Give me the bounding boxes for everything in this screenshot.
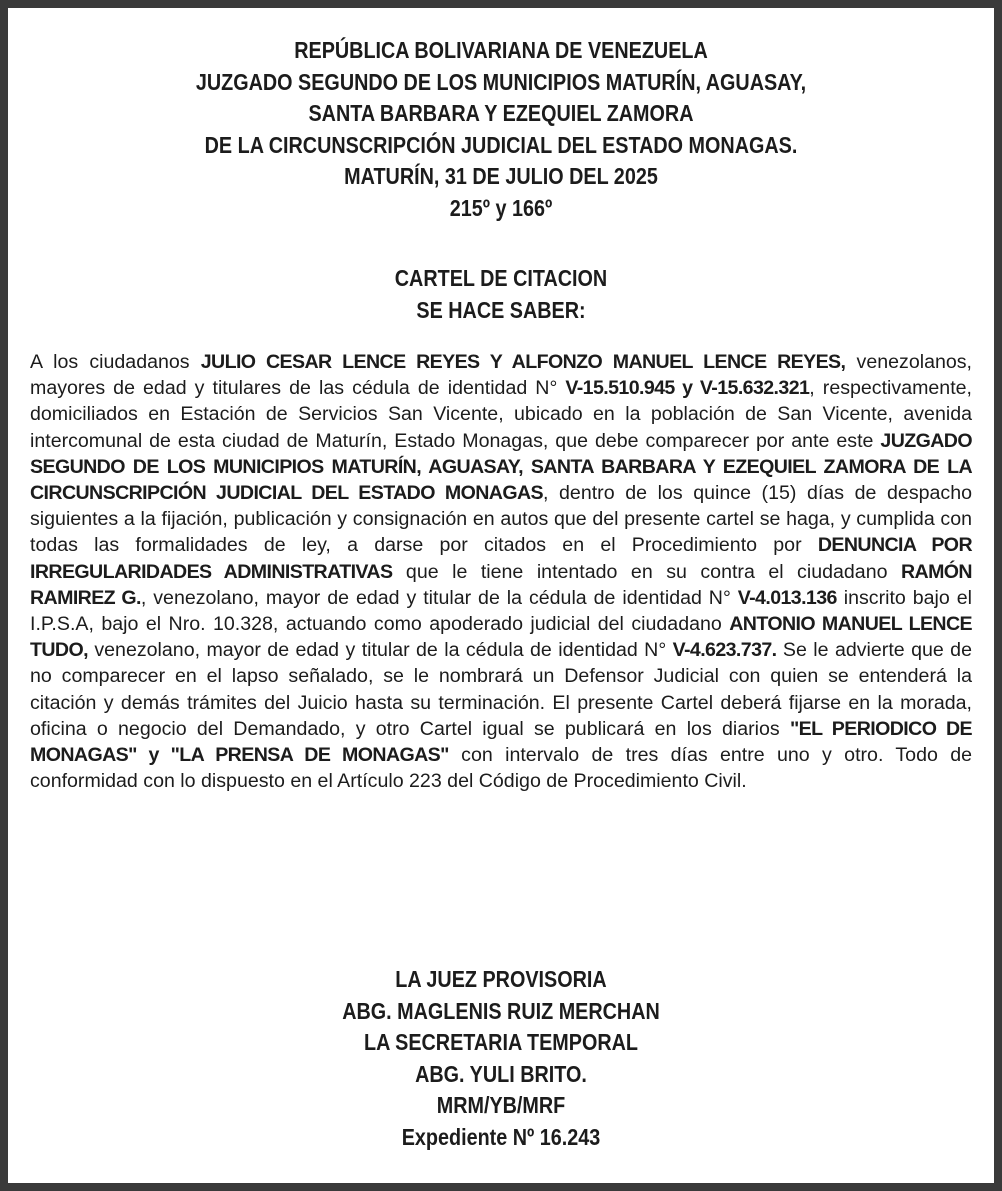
header-jurisdiction: DE LA CIRCUNSCRIPCIÓN JUDICIAL DEL ESTADO MONAGAS.: [204, 131, 798, 158]
notice-title: [77, 263, 925, 326]
body-text: venezolano, mayor de edad y titular de la cédula de identidad N°: [87, 639, 673, 662]
body-text: , venezolano, mayor de edad y titular de la cédula de identidad N°: [140, 586, 738, 609]
court-header: [77, 35, 925, 224]
title-se-hace-saber: SE HACE SABER:: [416, 296, 586, 323]
body-bold-newspapers: "EL PERIODICO DE MONAGAS" y "LA PRENSA DE MONAGAS": [30, 717, 973, 767]
body-text: venezolanos, mayores de edad y titulares de las cédula de identidad N°: [30, 351, 972, 400]
body-bold-principal-id: V-4.623.737.: [672, 639, 777, 662]
body-bold-court: JUZGADO SEGUNDO DE LOS MUNICIPIOS MATURÍN, AGUASAY, SANTA BARBARA Y EZEQUIEL ZAMORA DE LA CIRCUNSCRIPCIÓN JUDICIAL DEL ESTADO MONAGAS: [30, 429, 972, 505]
signature-secretary-title: LA SECRETARIA TEMPORAL: [364, 1029, 638, 1055]
body-text: Se le advierte que de no comparecer en el lapso señalado, se le nombrará un Defensor Judicial con quien se entenderá la citación y demás trámites del Juicio hasta su terminación. El presente Cartel deberá fijarse en la morada, oficina o negocio del Demandado, y otro Cartel igual se publicará en los diarios: [30, 639, 972, 740]
body-bold-ids: V-15.510.945 y V-15.632.321: [565, 377, 810, 400]
body-bold-principal: ANTONIO MANUEL LENCE TUDO,: [30, 613, 972, 662]
body-bold-procedure: DENUNCIA POR IRREGULARIDADES ADMINISTRATIVAS: [30, 534, 972, 583]
title-cartel: CARTEL DE CITACION: [394, 265, 608, 291]
signature-judge-name: ABG. MAGLENIS RUIZ MERCHAN: [342, 997, 660, 1024]
body-text: que le tiene intentado en su contra el ciudadano: [392, 560, 901, 583]
body-text: , dentro de los quince (15) días de despacho siguientes a la fijación, publicación y consignación en autos que del presente cartel se haga, y cumplida con todas las formalidades de ley, a darse por citados en el Procedimiento por: [30, 482, 972, 557]
signature-case-number: Expediente Nº 16.243: [401, 1123, 601, 1150]
body-bold-names: JULIO CESAR LENCE REYES Y ALFONZO MANUEL LENCE REYES,: [200, 351, 846, 373]
header-municipalities: SANTA BARBARA Y EZEQUIEL ZAMORA: [308, 100, 694, 126]
signature-judge-title: LA JUEZ PROVISORIA: [395, 966, 607, 992]
body-bold-plaintiff: RAMÓN RAMIREZ G.: [30, 560, 972, 609]
signature-block: [77, 964, 925, 1153]
header-years: 215º y 166º: [449, 194, 553, 221]
body-text: inscrito bajo el I.P.S.A, bajo el Nro. 10.328, actuando como apoderado judicial del ciudadano: [30, 586, 972, 636]
body-bold-plaintiff-id: V-4.013.136: [737, 586, 837, 609]
body-text: , respectivamente, domiciliados en Estación de Servicios San Vicente, ubicado en la población de San Vicente, avenida intercomunal de esta ciudad de Maturín, Estado Monagas, que debe comparecer por ante este: [30, 377, 972, 452]
header-date: MATURÍN, 31 DE JULIO DEL 2025: [344, 163, 658, 189]
signature-secretary-name: ABG. YULI BRITO.: [415, 1060, 587, 1087]
signature-initials: MRM/YB/MRF: [436, 1092, 566, 1118]
header-court: JUZGADO SEGUNDO DE LOS MUNICIPIOS MATURÍN, AGUASAY,: [195, 68, 807, 95]
notice-body: [30, 349, 972, 794]
header-country: REPÚBLICA BOLIVARIANA DE VENEZUELA: [294, 37, 708, 63]
body-text: A los ciudadanos: [30, 351, 201, 373]
body-text: con intervalo de tres días entre uno y otro. Todo de conformidad con lo dispuesto en el Artículo 223 del Código de Procedimiento Civil.: [30, 744, 972, 793]
